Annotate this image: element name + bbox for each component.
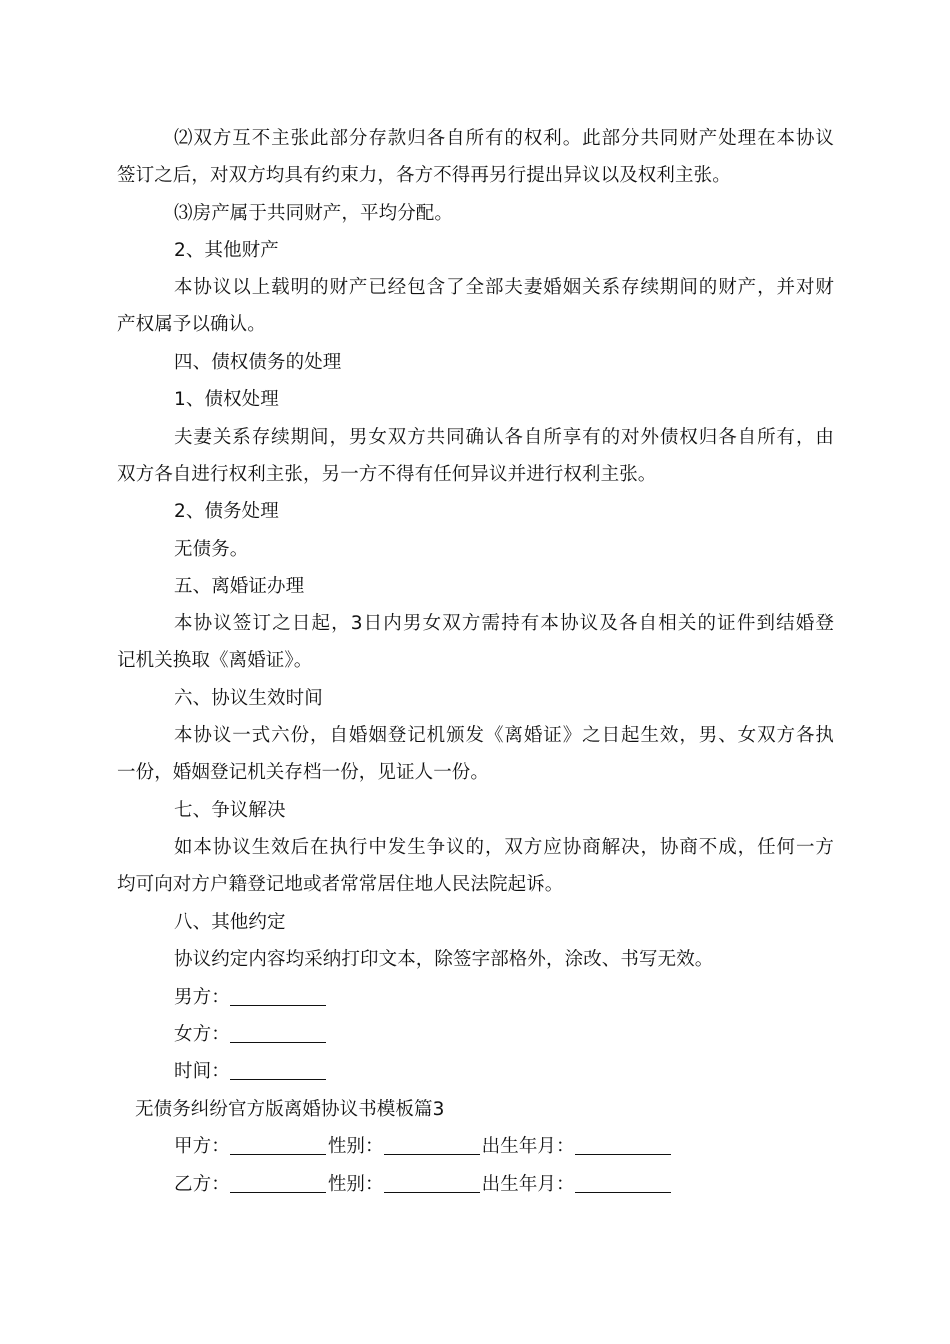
signature-line-female	[174, 1023, 328, 1047]
gender-blank[interactable]	[384, 1136, 480, 1155]
signature-label: 女方：	[174, 1024, 230, 1045]
gender-label: 性别：	[327, 1136, 384, 1157]
paragraph-line: 如本协议生效后在执行中发生争议的，双方应协商解决，协商不成，任何一方	[174, 837, 834, 858]
paragraph-line: 一份，婚姻登记机关存档一份，见证人一份。	[117, 762, 490, 783]
paragraph-line: 记机关换取《离婚证》。	[117, 650, 313, 671]
name-blank[interactable]	[230, 1174, 326, 1193]
paragraph-line: 产权属予以确认。	[117, 314, 266, 335]
paragraph-line: 本协议以上载明的财产已经包含了全部夫妻婚姻关系存续期间的财产，并对财	[174, 277, 834, 298]
gender-label: 性别：	[327, 1174, 384, 1195]
paragraph-line: 均可向对方户籍登记地或者常常居住地人民法院起诉。	[117, 874, 564, 895]
subsection-heading: 1、债权处理	[174, 389, 279, 410]
party-label: 甲方：	[174, 1136, 230, 1157]
section-heading: 2、其他财产	[174, 240, 279, 261]
section-heading: 六、协议生效时间	[174, 688, 323, 709]
paragraph-line: 签订之后，对双方均具有约束力，各方不得再另行提出异议以及权利主张。	[117, 165, 731, 186]
gender-blank[interactable]	[384, 1174, 480, 1193]
signature-label: 时间：	[174, 1061, 230, 1082]
section-heading: 五、离婚证办理	[174, 576, 305, 597]
section-heading: 七、争议解决	[174, 800, 286, 821]
signature-blank[interactable]	[230, 987, 326, 1006]
birth-label: 出生年月：	[481, 1174, 575, 1195]
signature-label: 男方：	[174, 987, 230, 1008]
signature-line-time	[174, 1060, 328, 1084]
date-blank[interactable]	[230, 1061, 326, 1080]
paragraph-line: 夫妻关系存续期间，男女双方共同确认各自所享有的对外债权归各自所有，由	[174, 427, 834, 448]
party-label: 乙方：	[174, 1174, 230, 1195]
birth-label: 出生年月：	[481, 1136, 575, 1157]
birth-blank[interactable]	[575, 1174, 671, 1193]
paragraph-line: 协议约定内容均采纳打印文本，除签字部格外，涂改、书写无效。	[174, 949, 714, 970]
paragraph-line: 本协议签订之日起，3日内男女双方需持有本协议及各自相关的证件到结婚登	[174, 613, 834, 634]
party-a-line	[174, 1135, 673, 1159]
article-title: 无债务纠纷官方版离婚协议书模板篇3	[135, 1099, 445, 1120]
name-blank[interactable]	[230, 1136, 326, 1155]
signature-line-male	[174, 986, 328, 1010]
subsection-heading: 2、债务处理	[174, 501, 279, 522]
birth-blank[interactable]	[575, 1136, 671, 1155]
party-b-line	[174, 1173, 673, 1197]
paragraph-line: 双方各自进行权利主张，另一方不得有任何异议并进行权利主张。	[117, 464, 657, 485]
paragraph-line: 本协议一式六份，自婚姻登记机颁发《离婚证》之日起生效，男、女双方各执	[174, 725, 834, 746]
section-heading: 四、债权债务的处理	[174, 352, 342, 373]
section-heading: 八、其他约定	[174, 912, 286, 933]
paragraph-line: ⑵双方互不主张此部分存款归各自所有的权利。此部分共同财产处理在本协议	[174, 128, 834, 149]
signature-blank[interactable]	[230, 1024, 326, 1043]
paragraph-line: ⑶房产属于共同财产，平均分配。	[174, 203, 454, 224]
paragraph-line: 无债务。	[174, 539, 249, 560]
